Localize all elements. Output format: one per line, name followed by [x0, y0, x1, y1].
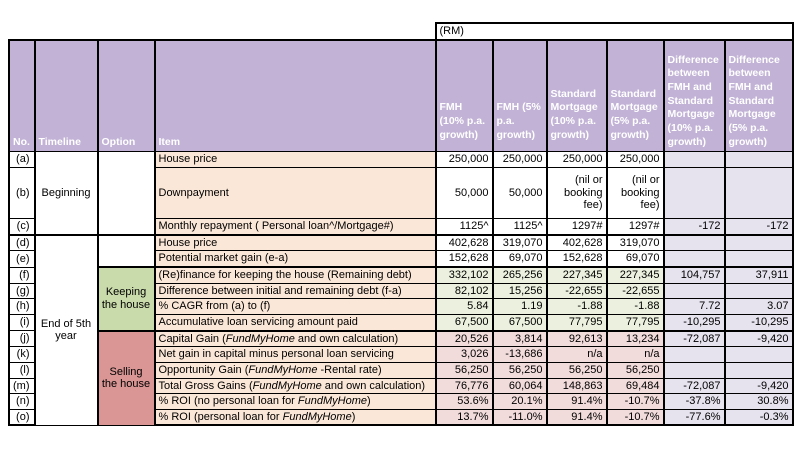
row-g-item: Difference between initial and remaining debt (f-a) — [155, 283, 436, 299]
header-row — [9, 40, 793, 152]
col-header-option: Option — [98, 40, 155, 152]
unit-row-spacer — [9, 23, 436, 40]
row-j-std5: 13,234 — [607, 331, 664, 347]
option-keeping-the-house: Keeping the house — [98, 267, 155, 331]
row-j-diff10: -72,087 — [664, 331, 725, 347]
row-l-std5: 56,250 — [607, 362, 664, 378]
row-i-diff5: -10,295 — [725, 314, 793, 330]
row-g-diff10 — [664, 283, 725, 299]
row-d-diff10 — [664, 235, 725, 251]
row-n-fmh10: 53.6% — [436, 394, 493, 410]
row-c-std10: 1297# — [547, 219, 607, 235]
row-d-no: (d) — [9, 235, 35, 251]
row-n-item: % ROI (no personal loan for FundMyHome) — [155, 394, 436, 410]
timeline-end-of-5th-year: End of 5th year — [35, 235, 98, 426]
row-n-std5: -10.7% — [607, 394, 664, 410]
row-f-fmh10: 332,102 — [436, 267, 493, 283]
col-header-item: Item — [155, 40, 436, 152]
unit-label: (RM) — [436, 23, 793, 40]
row-l-diff10 — [664, 362, 725, 378]
row-c-diff10: -172 — [664, 219, 725, 235]
row-g-no: (g) — [9, 283, 35, 299]
row-a-fmh10: 250,000 — [436, 152, 493, 168]
row-i-fmh10: 67,500 — [436, 314, 493, 330]
row-o-diff10: -77.6% — [664, 409, 725, 425]
row-c-std5: 1297# — [607, 219, 664, 235]
row-k-fmh10: 3,026 — [436, 347, 493, 363]
col-header-diff-10: Difference between FMH and Standard Mortgage (10% p.a. growth) — [664, 40, 725, 152]
row-i-diff10: -10,295 — [664, 314, 725, 330]
row-g-std5: -22,655 — [607, 283, 664, 299]
row-f-item: (Re)finance for keeping the house (Remaining debt) — [155, 267, 436, 283]
row-b-diff10 — [664, 168, 725, 219]
row-f-diff5: 37,911 — [725, 267, 793, 283]
row-e-item: Potential market gain (e-a) — [155, 251, 436, 267]
row-e-no: (e) — [9, 251, 35, 267]
col-header-diff-5: Difference between FMH and Standard Mortgage (5% p.a. growth) — [725, 40, 793, 152]
row-j — [9, 331, 793, 347]
timeline-beginning: Beginning — [35, 152, 98, 235]
row-c-item: Monthly repayment ( Personal loan^/Mortgage#) — [155, 219, 436, 235]
row-m-fmh10: 76,776 — [436, 378, 493, 394]
row-n-no: (n) — [9, 394, 35, 410]
row-f-std10: 227,345 — [547, 267, 607, 283]
row-k-diff10 — [664, 347, 725, 363]
row-h-fmh5: 1.19 — [493, 299, 547, 315]
row-h-std5: -1.88 — [607, 299, 664, 315]
col-header-std-5: Standard Mortgage (5% p.a. growth) — [607, 40, 664, 152]
row-i-std5: 77,795 — [607, 314, 664, 330]
row-f-std5: 227,345 — [607, 267, 664, 283]
col-header-std-10: Standard Mortgage (10% p.a. growth) — [547, 40, 607, 152]
row-m-diff5: -9,420 — [725, 378, 793, 394]
row-g-fmh10: 82,102 — [436, 283, 493, 299]
row-k-diff5 — [725, 347, 793, 363]
row-k-fmh5: -13,686 — [493, 347, 547, 363]
row-d-std5: 319,070 — [607, 235, 664, 251]
row-b-fmh5: 50,000 — [493, 168, 547, 219]
row-g-fmh5: 15,256 — [493, 283, 547, 299]
row-a-fmh5: 250,000 — [493, 152, 547, 168]
row-g-diff5 — [725, 283, 793, 299]
col-header-fmh-10: FMH (10% p.a. growth) — [436, 40, 493, 152]
row-m-std10: 148,863 — [547, 378, 607, 394]
row-o-fmh5: -11.0% — [493, 409, 547, 425]
row-l-diff5 — [725, 362, 793, 378]
row-e-std5: 69,070 — [607, 251, 664, 267]
row-l-std10: 56,250 — [547, 362, 607, 378]
col-header-no: No. — [9, 40, 35, 152]
row-d — [9, 235, 793, 251]
row-o-fmh10: 13.7% — [436, 409, 493, 425]
row-a-item: House price — [155, 152, 436, 168]
row-e-fmh10: 152,628 — [436, 251, 493, 267]
row-o-std5: -10.7% — [607, 409, 664, 425]
row-h-diff5: 3.07 — [725, 299, 793, 315]
row-a-no: (a) — [9, 152, 35, 168]
row-e-diff5 — [725, 251, 793, 267]
row-n-diff5: 30.8% — [725, 394, 793, 410]
row-l-item: Opportunity Gain (FundMyHome -Rental rate) — [155, 362, 436, 378]
row-i-fmh5: 67,500 — [493, 314, 547, 330]
row-l-fmh10: 56,250 — [436, 362, 493, 378]
row-e-fmh5: 69,070 — [493, 251, 547, 267]
row-b-diff5 — [725, 168, 793, 219]
row-k-item: Net gain in capital minus personal loan servicing — [155, 347, 436, 363]
row-f — [9, 267, 793, 283]
row-c-fmh5: 1125^ — [493, 219, 547, 235]
comparison-sheet — [8, 22, 794, 426]
row-o-no: (o) — [9, 409, 35, 425]
row-f-fmh5: 265,256 — [493, 267, 547, 283]
row-h-item: % CAGR from (a) to (f) — [155, 299, 436, 315]
row-n-diff10: -37.8% — [664, 394, 725, 410]
row-e-diff10 — [664, 251, 725, 267]
row-k-std5: n/a — [607, 347, 664, 363]
row-n-fmh5: 20.1% — [493, 394, 547, 410]
row-f-diff10: 104,757 — [664, 267, 725, 283]
row-b-fmh10: 50,000 — [436, 168, 493, 219]
row-m-item: Total Gross Gains (FundMyHome and own calculation) — [155, 378, 436, 394]
row-b-item: Downpayment — [155, 168, 436, 219]
row-i-std10: 77,795 — [547, 314, 607, 330]
row-b-no: (b) — [9, 168, 35, 219]
row-d-fmh10: 402,628 — [436, 235, 493, 251]
row-a-diff10 — [664, 152, 725, 168]
row-d-item: House price — [155, 235, 436, 251]
row-b-std10: (nil or booking fee) — [547, 168, 607, 219]
row-h-std10: -1.88 — [547, 299, 607, 315]
row-j-item: Capital Gain (FundMyHome and own calculation) — [155, 331, 436, 347]
row-j-std10: 92,613 — [547, 331, 607, 347]
row-i-no: (i) — [9, 314, 35, 330]
row-a-std10: 250,000 — [547, 152, 607, 168]
comparison-table — [8, 22, 794, 426]
row-k-no: (k) — [9, 347, 35, 363]
row-a-diff5 — [725, 152, 793, 168]
row-o-item: % ROI (personal loan for FundMyHome) — [155, 409, 436, 425]
row-c-fmh10: 1125^ — [436, 219, 493, 235]
option-selling-the-house: Selling the house — [98, 331, 155, 426]
row-m-fmh5: 60,064 — [493, 378, 547, 394]
row-l-fmh5: 56,250 — [493, 362, 547, 378]
row-b-std5: (nil or booking fee) — [607, 168, 664, 219]
row-a — [9, 152, 793, 168]
col-header-fmh-5: FMH (5% p.a. growth) — [493, 40, 547, 152]
row-h-fmh10: 5.84 — [436, 299, 493, 315]
row-h-no: (h) — [9, 299, 35, 315]
row-c-no: (c) — [9, 219, 35, 235]
row-c-diff5: -172 — [725, 219, 793, 235]
option-blank-end — [98, 235, 155, 267]
row-o-std10: 91.4% — [547, 409, 607, 425]
row-m-diff10: -72,087 — [664, 378, 725, 394]
row-o-diff5: -0.3% — [725, 409, 793, 425]
option-blank-beginning — [98, 152, 155, 235]
row-k-std10: n/a — [547, 347, 607, 363]
row-g-std10: -22,655 — [547, 283, 607, 299]
row-m-std5: 69,484 — [607, 378, 664, 394]
row-m-no: (m) — [9, 378, 35, 394]
row-n-std10: 91.4% — [547, 394, 607, 410]
row-h-diff10: 7.72 — [664, 299, 725, 315]
row-d-diff5 — [725, 235, 793, 251]
col-header-timeline: Timeline — [35, 40, 98, 152]
row-e-std10: 152,628 — [547, 251, 607, 267]
unit-row — [9, 23, 793, 40]
row-l-no: (l) — [9, 362, 35, 378]
row-j-diff5: -9,420 — [725, 331, 793, 347]
row-d-std10: 402,628 — [547, 235, 607, 251]
row-j-fmh10: 20,526 — [436, 331, 493, 347]
row-i-item: Accumulative loan servicing amount paid — [155, 314, 436, 330]
row-j-fmh5: 3,814 — [493, 331, 547, 347]
row-d-fmh5: 319,070 — [493, 235, 547, 251]
row-j-no: (j) — [9, 331, 35, 347]
row-f-no: (f) — [9, 267, 35, 283]
row-a-std5: 250,000 — [607, 152, 664, 168]
